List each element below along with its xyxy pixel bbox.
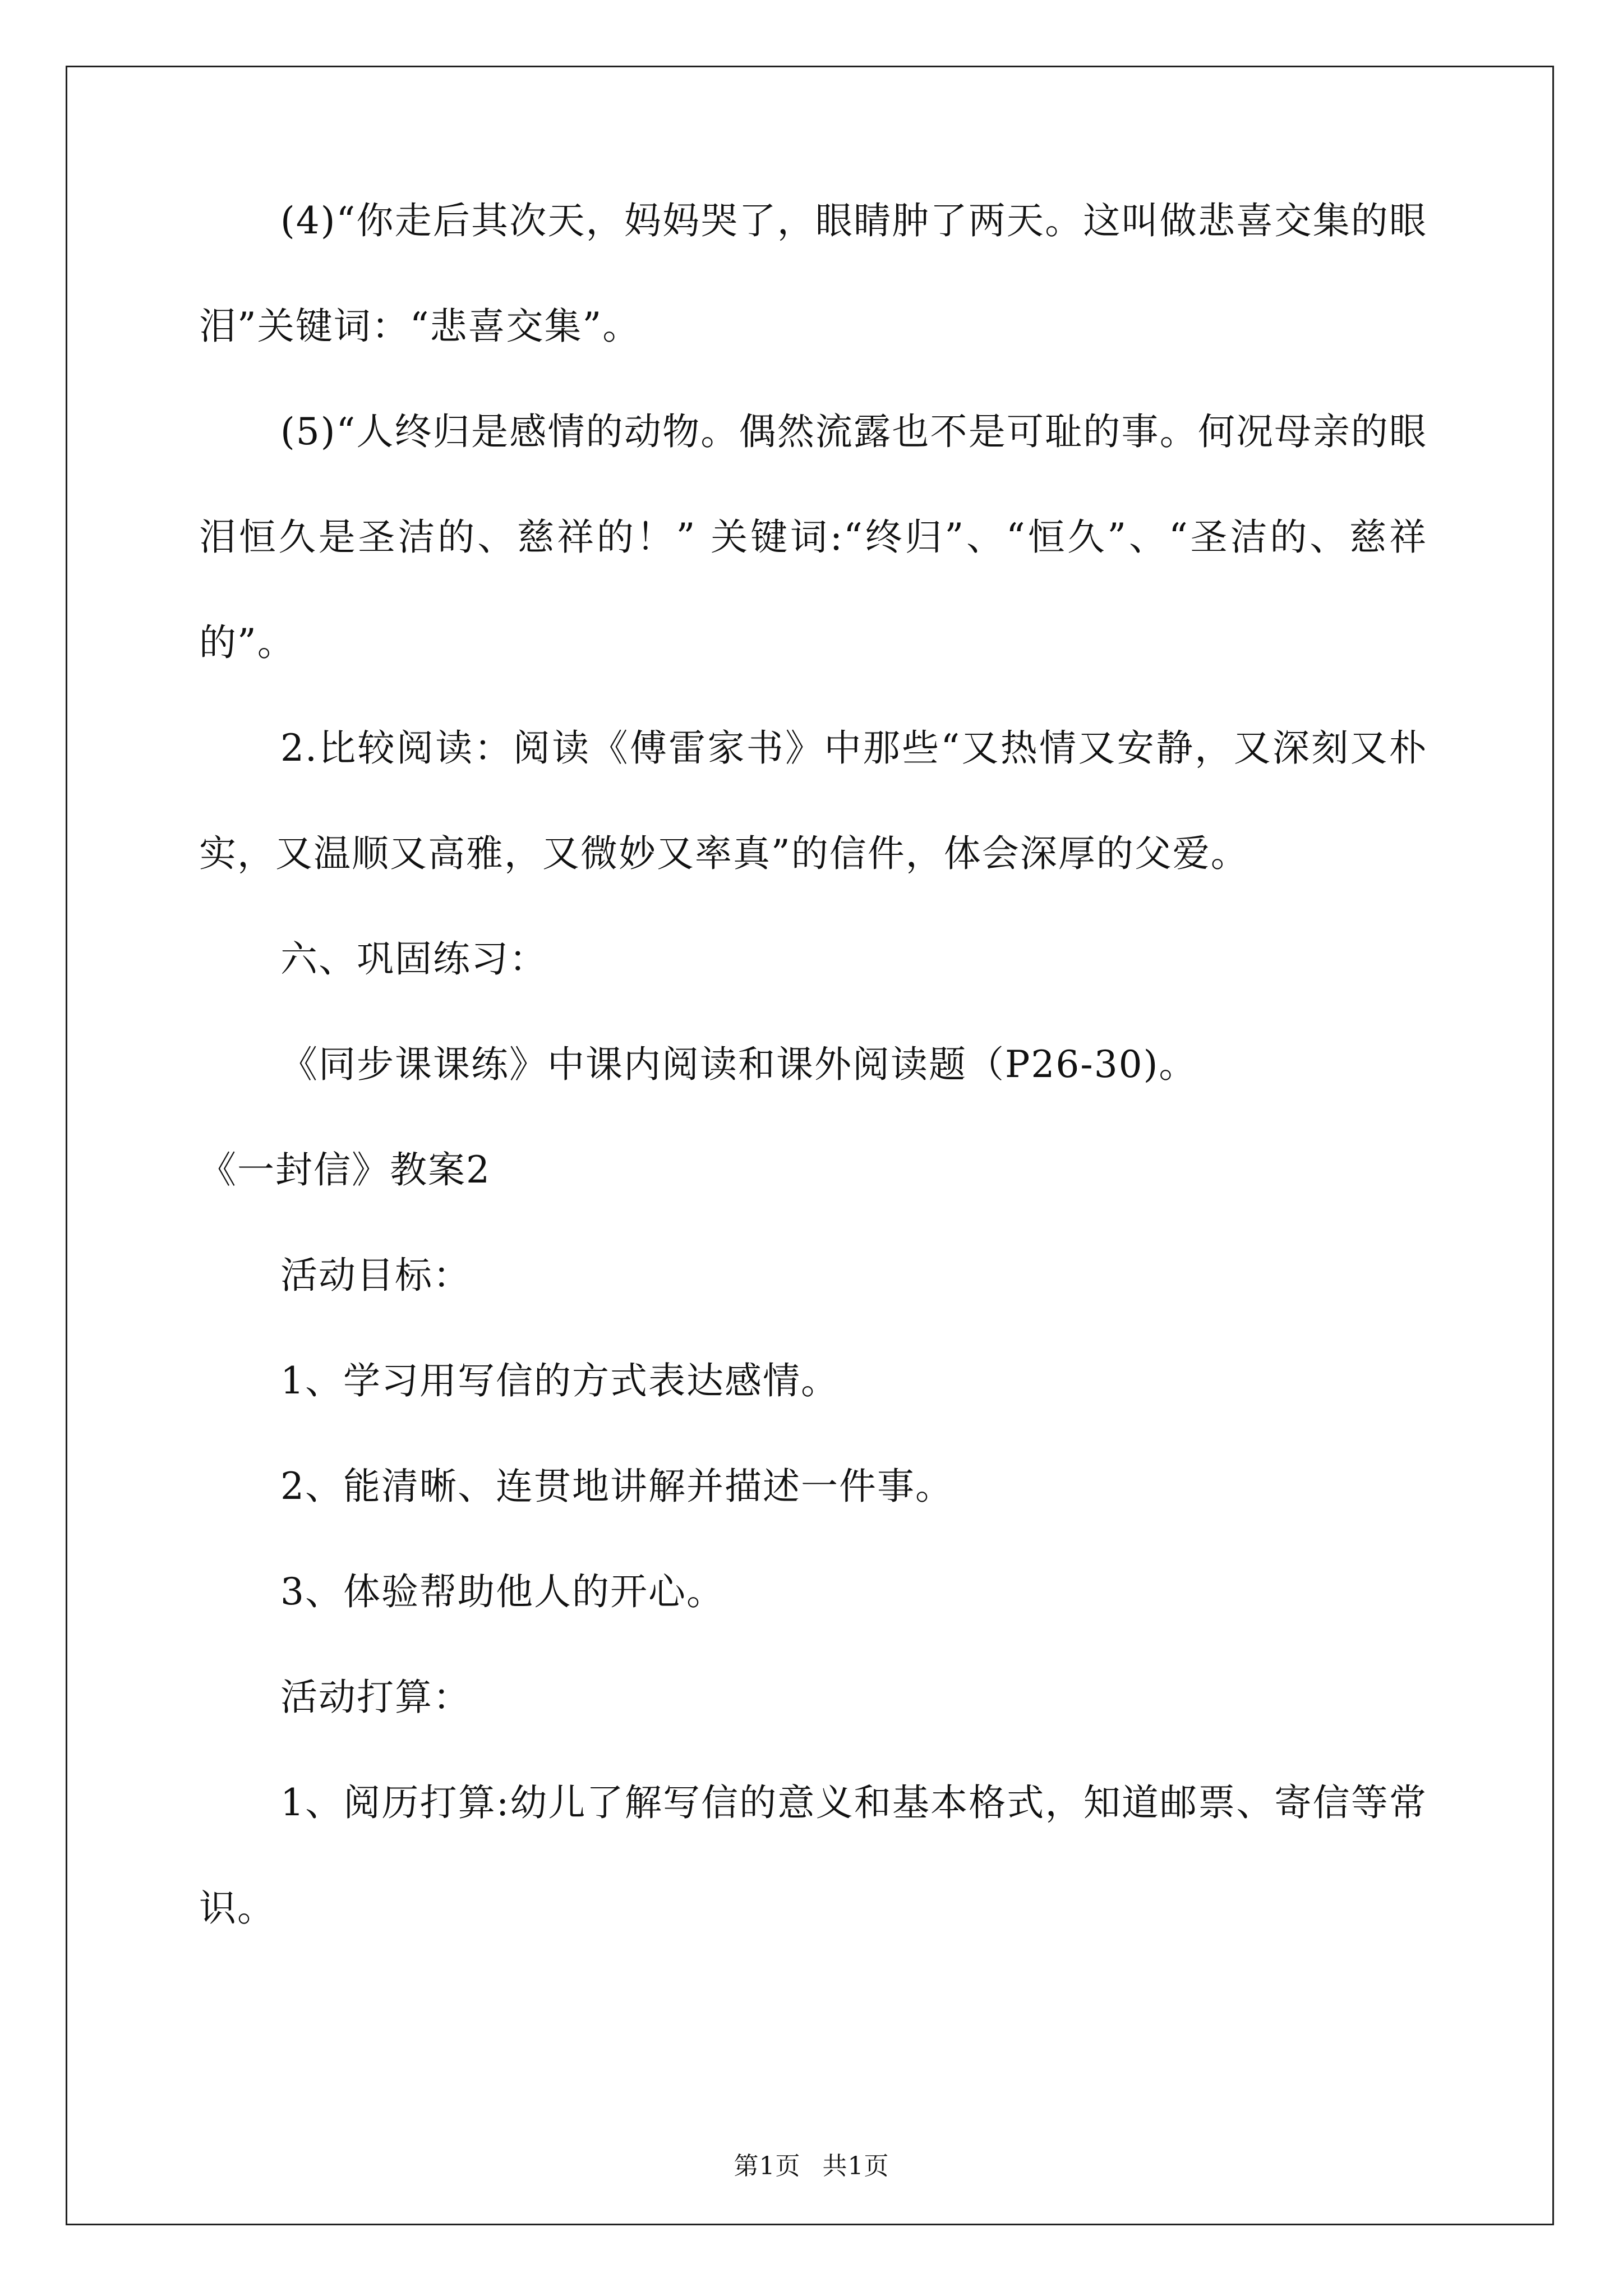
paragraph: (5)“人终归是感情的动物。偶然流露也不是可耻的事。何况母亲的眼泪恒久是圣洁的、慈祥的！” 关键词:“终归”、“恒久”、“圣洁的、慈祥的”。 [199,410,1427,664]
paragraph: 六、巩固练习： [280,937,547,981]
list-item: 1、学习用写信的方式表达感情。 [280,1359,839,1402]
paragraph: (4)“你走后其次天，妈妈哭了，眼睛肿了两天。这叫做悲喜交集的眼泪”关键词：“悲喜交集”。 [199,199,1427,348]
paragraph: 活动目标： [280,1254,471,1297]
page-total: 共1页 [822,2152,889,2180]
list-item: 1、阅历打算:幼儿了解写信的意义和基本格式，知道邮票、寄信等常识。 [199,1781,1427,1930]
paragraph: 活动打算： [280,1676,471,1719]
list-item: 2、能清晰、连贯地讲解并描述一件事。 [280,1465,953,1508]
page-number: 第1页 [734,2152,801,2180]
page-footer [0,2146,1623,2182]
section-heading: 《一封信》教案2 [199,1148,491,1191]
document-body [199,168,1427,1961]
paragraph: 2.比较阅读：阅读《傅雷家书》中那些“又热情又安静，又深刻又朴实，又温顺又高雅，又微妙又率真”的信件，体会深厚的父爱。 [199,726,1427,875]
list-item: 3、体验帮助他人的开心。 [280,1570,725,1613]
paragraph: 《同步课课练》中课内阅读和课外阅读题（P26-30)。 [280,1043,1197,1086]
